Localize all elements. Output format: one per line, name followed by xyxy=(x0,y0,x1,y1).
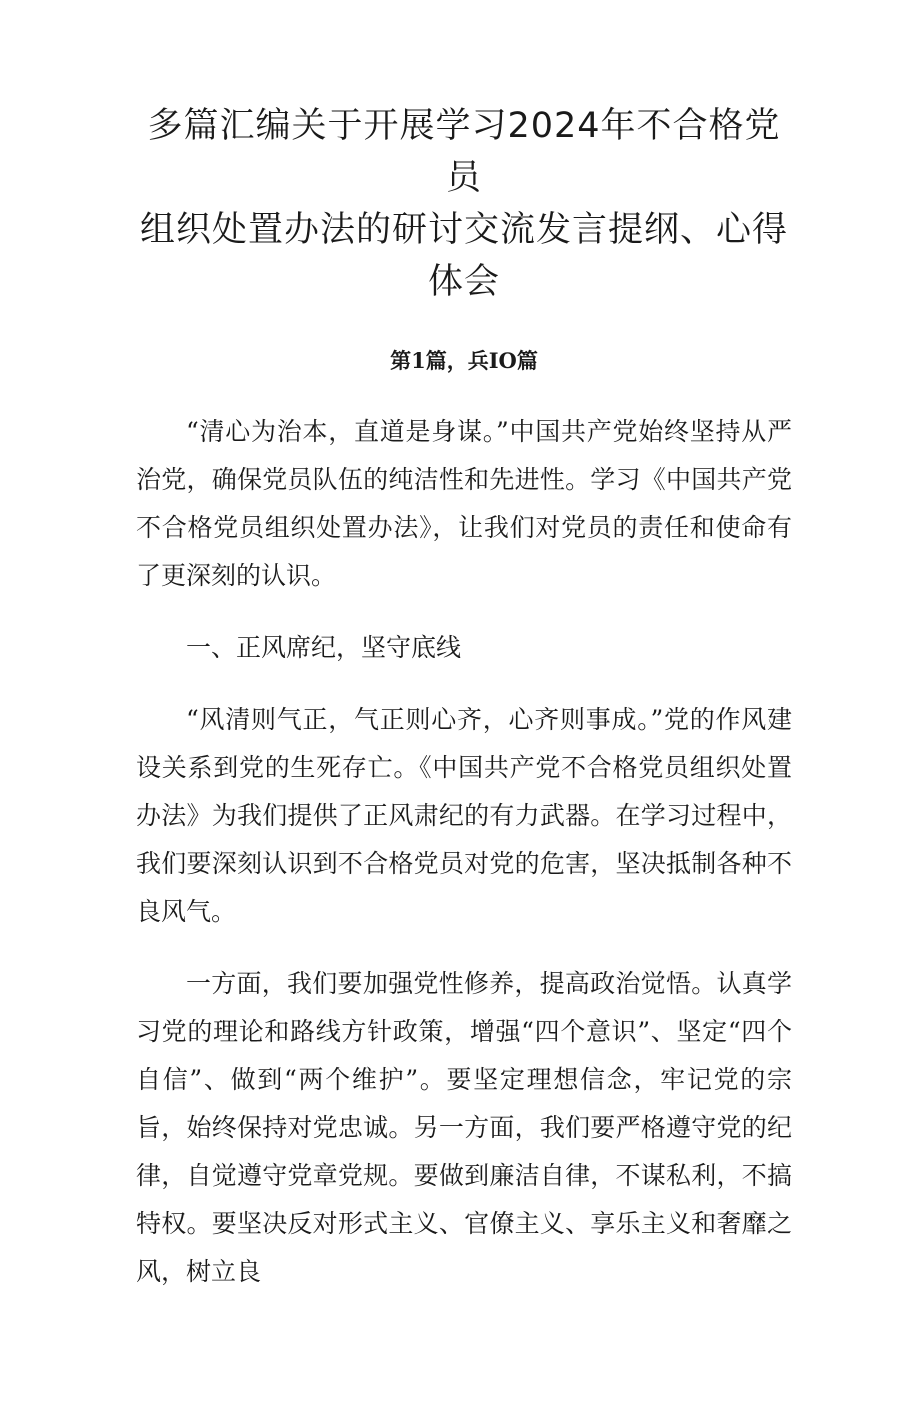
style-paragraph: “风清则气正，气正则心齐，心齐则事成。”党的作风建设关系到党的生死存亡。《中国共产党不合格党员组织处置办法》为我们提供了正风肃纪的有力武器。在学习过程中，我们要深刻认识到不合格党员对党的危害，坚决抵制各种不良风气。 xyxy=(136,705,792,926)
document-page xyxy=(0,100,920,1401)
title-line-3: 体会 xyxy=(427,262,500,302)
title-line-1: 多篇汇编关于开展学习2024年不合格党员 xyxy=(147,106,781,198)
subheading-1: 一、正风席纪，坚守底线 xyxy=(186,633,462,662)
aspects-paragraph: 一方面，我们要加强党性修养，提高政治觉悟。认真学习党的理论和路线方针政策，增强“四个意识”、坚定“四个自信”、做到“两个维护”。要坚定理想信念，牢记党的宗旨，始终保持对党忠诚。另一方面，我们要严格遵守党的纪律，自觉遵守党章党规。要做到廉洁自律，不谋私利，不搞特权。要坚决反对形式主义、官僚主义、享乐主义和奢靡之风，树立良 xyxy=(136,969,792,1286)
document-title xyxy=(136,100,792,308)
title-line-2: 组织处置办法的研讨交流发言提纲、心得 xyxy=(139,210,788,250)
section-heading: 第1篇，兵IO篇 xyxy=(390,348,538,373)
intro-paragraph: “清心为治本，直道是身谋。”中国共产党始终坚持从严治党，确保党员队伍的纯洁性和先进性。学习《中国共产党不合格党员组织处置办法》，让我们对党员的责任和使命有了更深刻的认识。 xyxy=(136,417,792,590)
